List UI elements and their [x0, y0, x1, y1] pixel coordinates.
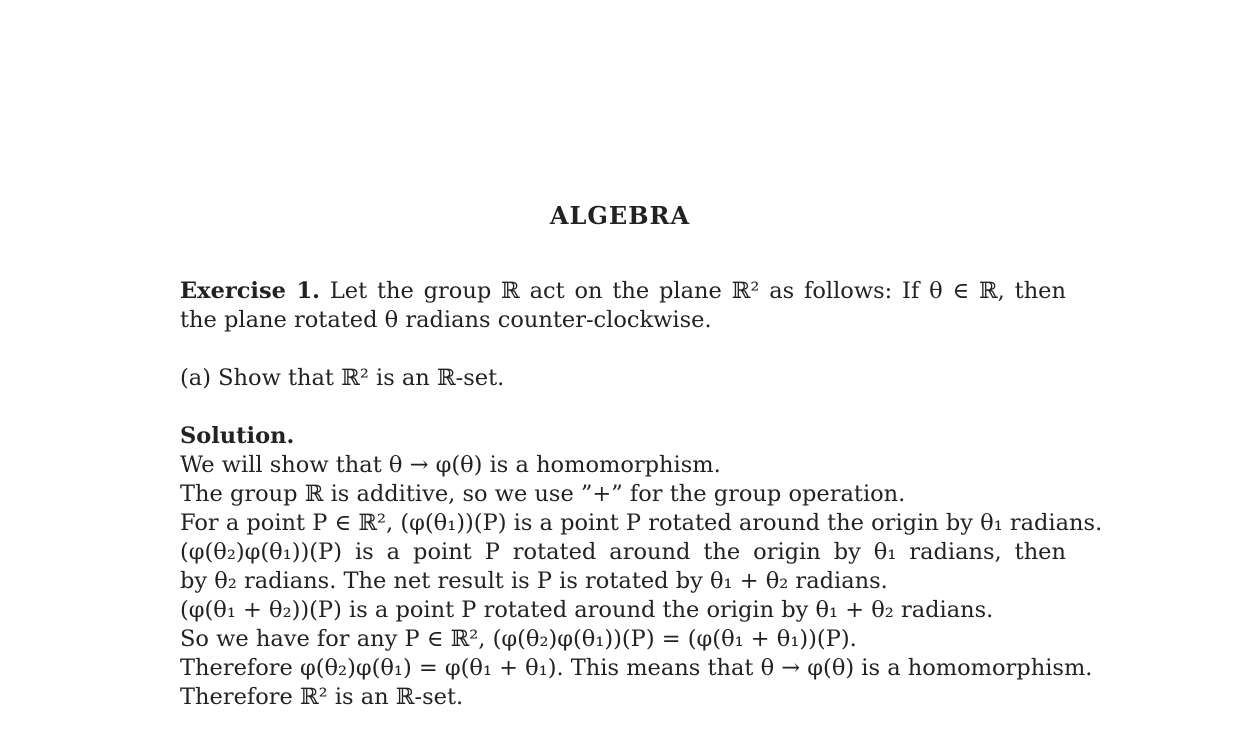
document-body	[180, 277, 1103, 712]
solution-line: (φ(θ₁ + θ₂))(P) is a point P rotated around the origin by θ₁ + θ₂ radians.	[180, 597, 994, 623]
spacer	[180, 393, 1066, 422]
page-title: ALGEBRA	[549, 201, 691, 230]
solution-line: (φ(θ₂)φ(θ₁))(P) is a point P rotated around the origin by θ₁ radians, then	[180, 539, 1066, 565]
solution-line: Therefore ℝ² is an ℝ-set.	[180, 684, 464, 710]
solution-line: We will show that θ → φ(θ) is a homomorphism.	[180, 452, 721, 478]
solution-line: Therefore φ(θ₂)φ(θ₁) = φ(θ₁ + θ₁). This means that θ → φ(θ) is a homomorphism.	[180, 655, 1093, 681]
part-a-prompt: (a) Show that ℝ² is an ℝ-set.	[180, 365, 505, 391]
solution-line: For a point P ∈ ℝ², (φ(θ₁))(P) is a point P rotated around the origin by θ₁ radians.	[180, 510, 1103, 536]
solution-label: Solution.	[180, 423, 295, 449]
exercise-text-line1: Let the group ℝ act on the plane ℝ² as follows: If θ ∈ ℝ, then	[329, 278, 1066, 304]
exercise-statement	[180, 277, 1066, 306]
solution-line: The group ℝ is additive, so we use ”+” for the group operation.	[180, 481, 906, 507]
solution-line: So we have for any P ∈ ℝ², (φ(θ₂)φ(θ₁))(P) = (φ(θ₁ + θ₁))(P).	[180, 626, 857, 652]
exercise-text-line2: the plane rotated θ radians counter-clockwise.	[180, 307, 712, 333]
exercise-label: Exercise 1.	[180, 278, 320, 304]
spacer	[180, 335, 1066, 364]
solution-line: by θ₂ radians. The net result is P is rotated by θ₁ + θ₂ radians.	[180, 568, 888, 594]
